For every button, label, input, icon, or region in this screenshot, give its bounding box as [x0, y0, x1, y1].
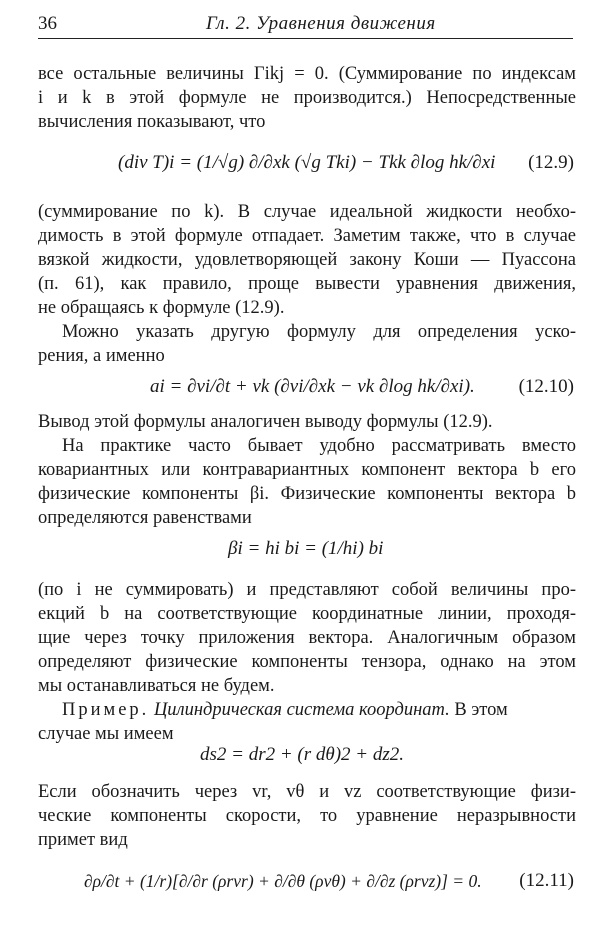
text-line: случае мы имеем	[38, 724, 174, 744]
text-line: мы останавливаться не будем.	[38, 676, 275, 696]
text-line: вычисления показывают, что	[38, 112, 266, 132]
text-line: екций b на соответствующие координатные линии, проходя-	[38, 604, 576, 624]
text-line: примет вид	[38, 830, 128, 850]
equation-number: (12.10)	[518, 376, 574, 397]
text-line: щие через точку приложения вектора. Аналогичным образом	[38, 628, 576, 648]
text-line: На практике часто бывает удобно рассматривать вместо	[62, 436, 576, 456]
text-line: Можно указать другую формулу для определения уско-	[62, 322, 576, 342]
text-line: димость в этой формуле отпадает. Заметим также, что в случае	[38, 226, 576, 246]
running-head: Гл. 2. Уравнения движения	[206, 13, 436, 34]
equation-12-10: ai = ∂vi/∂t + vk (∂vi/∂xk − vk ∂log hk/∂xi).	[150, 376, 475, 397]
page-header	[38, 10, 573, 39]
text-line: определяют физические компоненты тензора, однако на этом	[38, 652, 576, 672]
text-line: Вывод этой формулы аналогичен выводу формулы (12.9).	[38, 412, 493, 432]
equation-number: (12.9)	[528, 152, 574, 173]
text-line: рения, а именно	[38, 346, 165, 366]
text-line: i и k в этой формуле не производится.) Непосредственные	[38, 88, 576, 108]
text-line: все остальные величины Γikj = 0. (Суммирование по индексам	[38, 64, 576, 84]
example-title: Цилиндрическая система координат.	[153, 700, 450, 720]
example-line	[62, 698, 576, 722]
example-rest: В этом	[454, 700, 508, 720]
equation-physical-components: βi = hi bi = (1/hi) bi	[228, 538, 384, 559]
text-line: (по i не суммировать) и представляют собой величины про-	[38, 580, 576, 600]
text-line: определяются равенствами	[38, 508, 252, 528]
equation-12-11: ∂ρ/∂t + (1/r)[∂/∂r (ρrvr) + ∂/∂θ (ρvθ) + ∂/∂z (ρrvz)] = 0.	[84, 871, 482, 891]
example-label: Пример.	[62, 700, 150, 720]
text-line: (суммирование по k). В случае идеальной жидкости необхо-	[38, 202, 576, 222]
equation-number: (12.11)	[519, 870, 574, 891]
text-line: (п. 61), как правило, проще вывести уравнения движения,	[38, 274, 576, 294]
text-line: ковариантных или контравариантных компонент вектора b его	[38, 460, 576, 480]
page-number: 36	[38, 13, 57, 34]
text-line: не обращаясь к формуле (12.9).	[38, 298, 285, 318]
text-line: физические компоненты βi. Физические компоненты вектора b	[38, 484, 576, 504]
text-line: Если обозначить через vr, vθ и vz соответствующие физи-	[38, 782, 576, 802]
equation-metric: ds2 = dr2 + (r dθ)2 + dz2.	[200, 744, 405, 765]
text-line: вязкой жидкости, удовлетворяющей закону Коши — Пуассона	[38, 250, 576, 270]
text-line: ческие компоненты скорости, то уравнение неразрывности	[38, 806, 576, 826]
equation-12-9: (div T)i = (1/√g) ∂/∂xk (√g Tki) − Tkk ∂log hk/∂xi	[118, 152, 496, 173]
